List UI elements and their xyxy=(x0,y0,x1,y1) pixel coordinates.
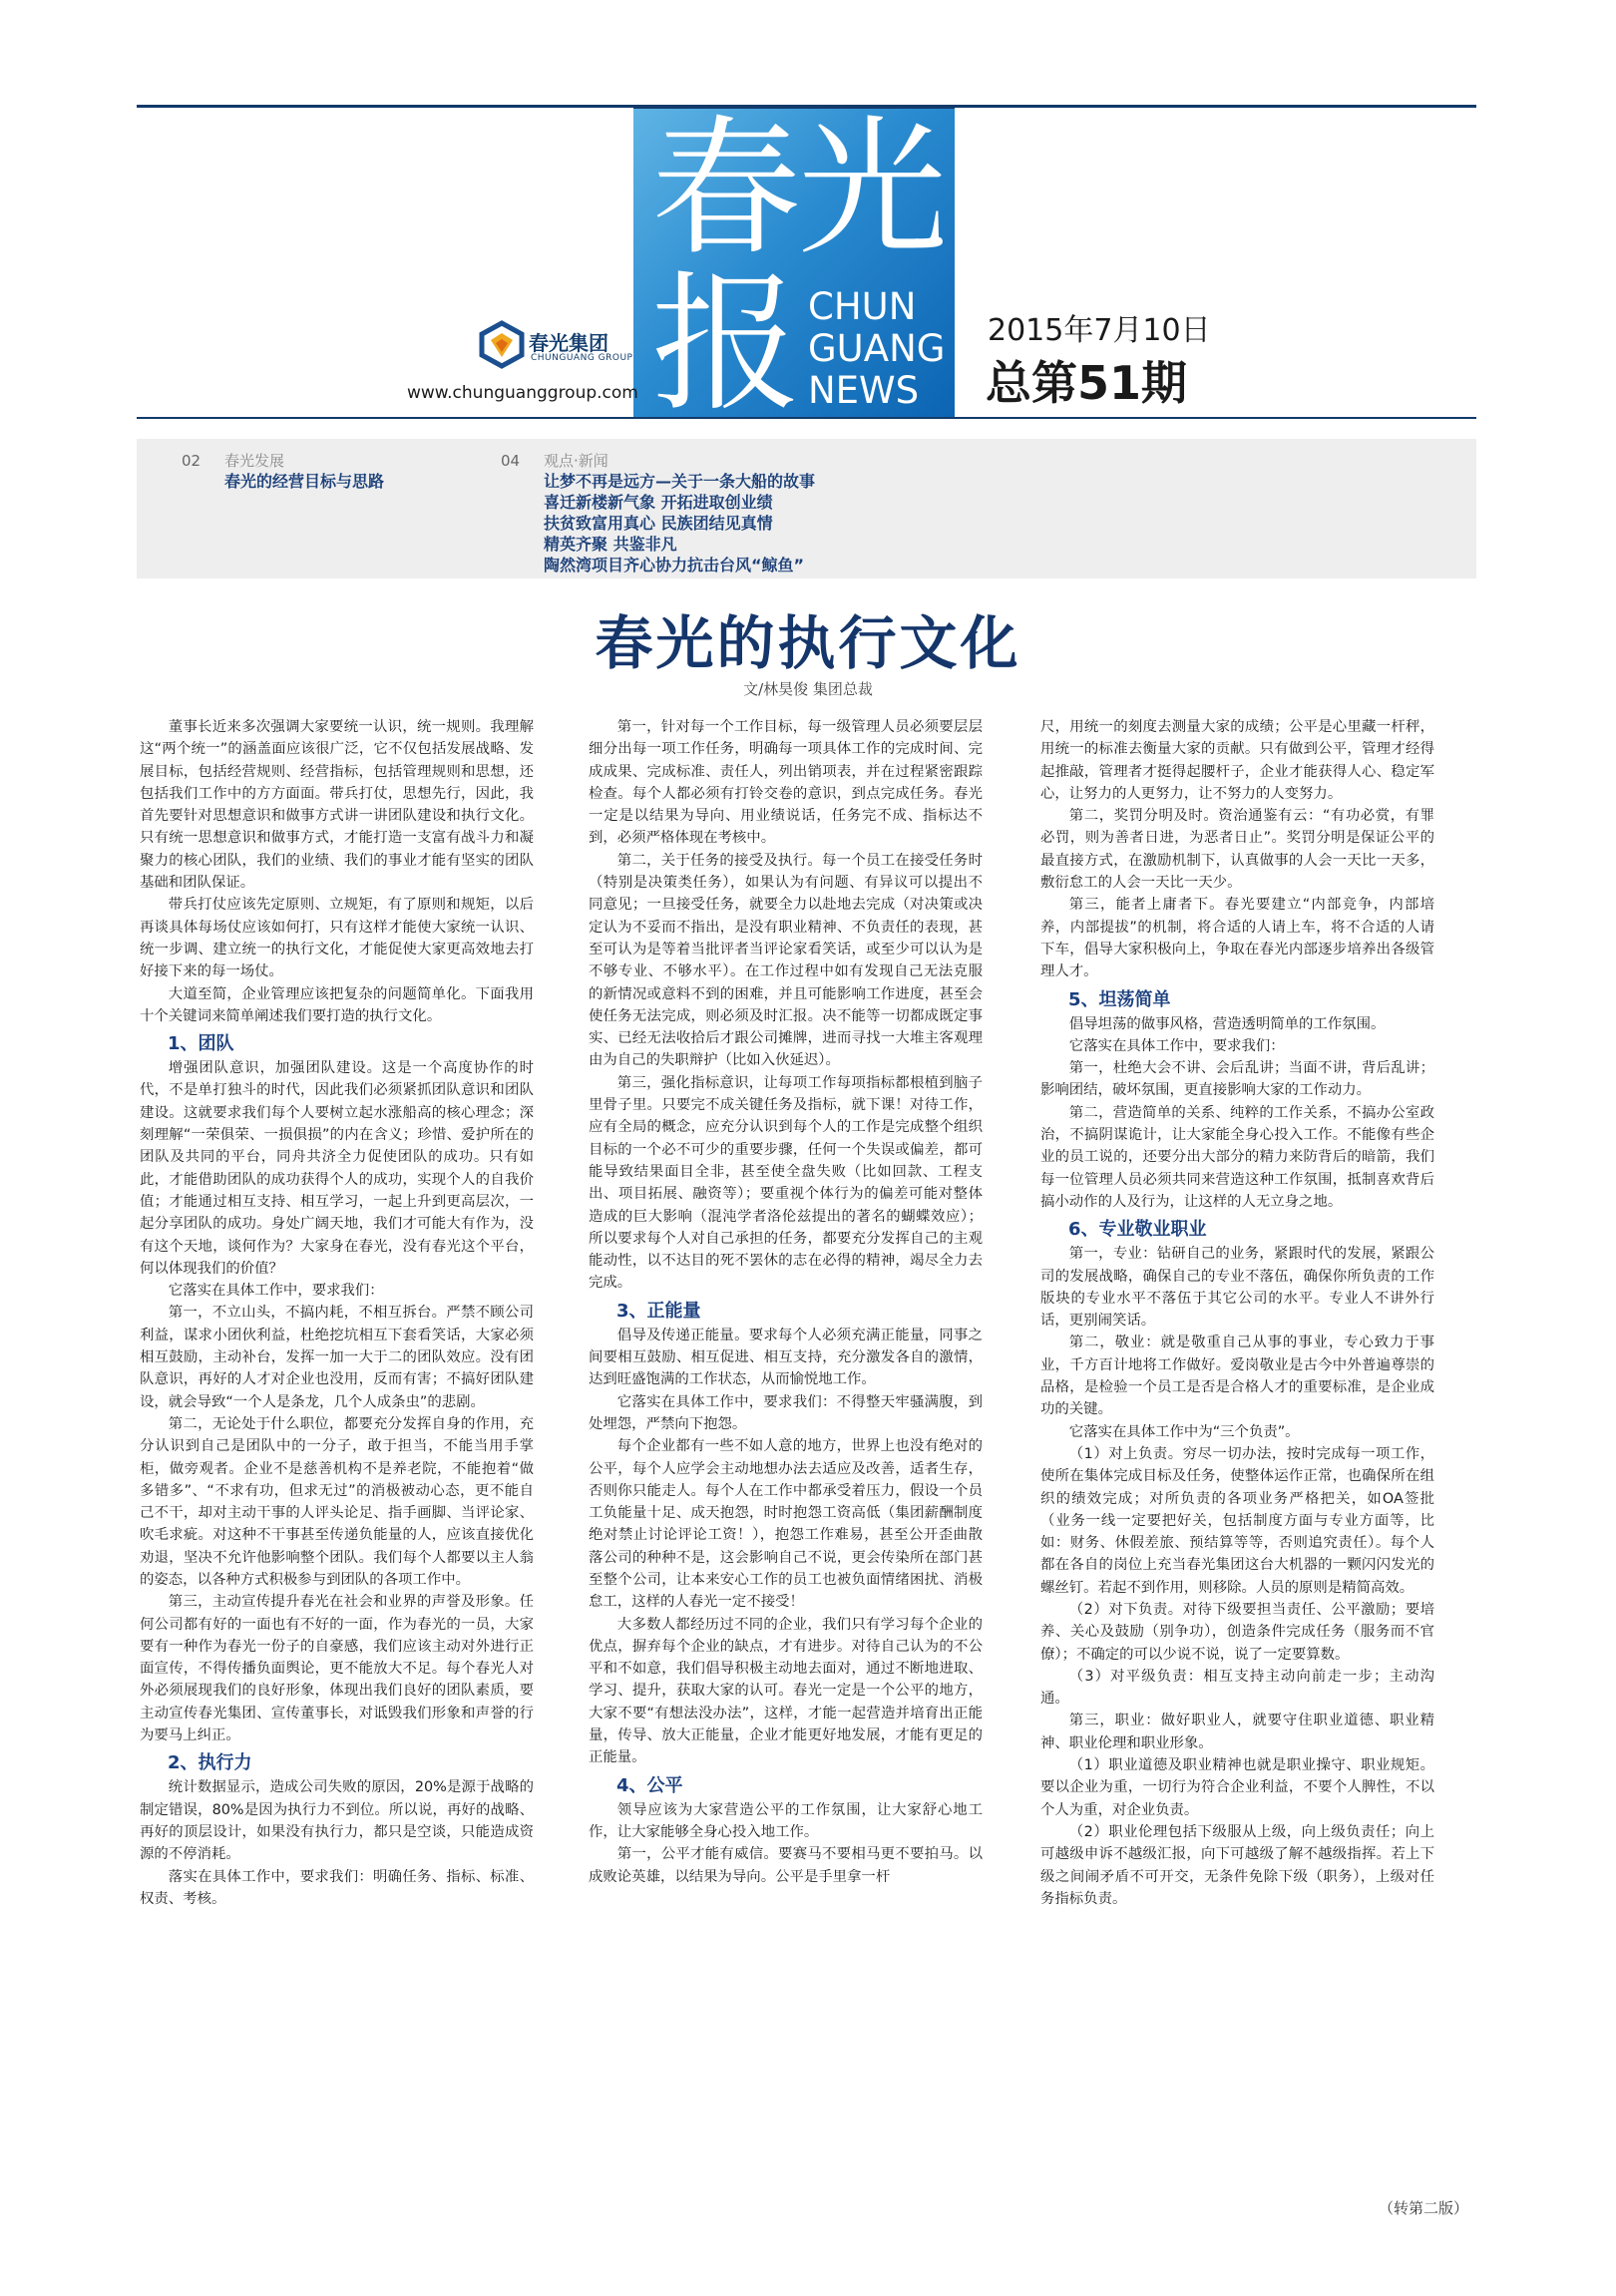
paragraph: 它落实在具体工作中为“三个负责”。 xyxy=(1068,1423,1300,1440)
issue-number: 总第51期 xyxy=(986,356,1188,410)
paragraph: 第二，奖罚分明及时。资治通鉴有云：“有功必赏，有罪必罚，则为善者日进，为恶者日止”。奖罚分明是保证公平的最直接方式，在激励机制下，认真做事的人会一天比一天多，敷衍怠工的人会一天比一天少。 xyxy=(1040,808,1434,892)
issue-date: 2015年7月10日 xyxy=(988,313,1211,348)
toc-item-new-building[interactable]: 喜迁新楼新气象 开拓进取创业绩 xyxy=(544,493,773,512)
paragraph: （3）对平级负责：相互支持主动向前走一步；主动沟通。 xyxy=(1040,1668,1434,1708)
paragraph: 大道至简，企业管理应该把复杂的问题简单化。下面我用十个关键词来简单阐述我们要打造的执行文化。 xyxy=(140,985,534,1024)
section-heading-fairness: 4、公平 xyxy=(616,1774,683,1796)
paragraph: 第一，针对每一个工作目标，每一级管理人员必须要层层细分出每一项工作任务，明确每一项具体工作的完成时间、完成成果、完成标准、责任人，列出销项表，并在过程紧密跟踪检查。每个人都必须有打铃交卷的意识，到点完成任务。春光一定是以结果为导向、用业绩说话，任务完不成、指标达不到，必须严格体现在考核中。 xyxy=(589,719,983,847)
paragraph: 第二，无论处于什么职位，都要充分发挥自身的作用，充分认识到自己是团队中的一分子，敢于担当，不能当用手掌柜，做旁观者。企业不是慈善机构不是养老院，不能抱着“做多错多”、“不求有功，但求无过”的消极被动心态，更不能自己不干，却对主动干事的人评头论足、指手画脚、当评论家、吹毛求疵。对这种不干事甚至传递负能量的人，应该直接优化劝退，坚决不允许他影响整个团队。我们每个人都要以主人翁的姿态，以各种方式积极参与到团队的各项工作中。 xyxy=(140,1415,534,1588)
paragraph: （2）对下负责。对待下级要担当责任、公平激励；要培养、关心及鼓励（别争功），创造条件完成任务（服务而不官僚）；不确定的可以少说不说，说了一定要算数。 xyxy=(1040,1601,1434,1663)
toc-item-big-ship-story[interactable]: 让梦不再是远方—关于一条大船的故事 xyxy=(544,472,816,491)
paragraph: 第三，能者上庸者下。春光要建立“内部竞争，内部培养，内部提拔”的机制，将合适的人请上车，将不合适的人请下车，倡导大家积极向上，争取在春光内部逐步培养出各级管理人才。 xyxy=(1040,897,1434,980)
section-heading-professionalism: 6、专业敬业职业 xyxy=(1068,1219,1207,1241)
paragraph: 大多数人都经历过不同的企业，我们只有学习每个企业的优点，摒弃每个企业的缺点，才有进步。对待自己认为的不公平和不如意，我们倡导积极主动地去面对，通过不断地进取、学习、提升，获取大家的认可。春光一定是一个公平的地方，大家不要“有想法没办法”，这样，才能一起营造并培育出正能量，传导、放大正能量，企业才能更好地发展，才能有更足的正能量。 xyxy=(589,1616,983,1766)
masthead-en-guang: GUANG xyxy=(808,327,946,370)
paragraph: 第二，关于任务的接受及执行。每一个员工在接受任务时（特别是决策类任务），如果认为有问题、有异议可以提出不同意见；一旦接受任务，就要全力以赴地去完成（对决策或决定认为不妥而不指出，是没有职业精神、不负责任的表现，甚至可认为是等着当批评者当评论家看笑话，或至少可以认为是不够专业、不够水平）。在工作过程中如有发现自己无法克服的新情况或意料不到的困难，并且可能影响工作进度，甚至会使任务无法完成，则必须及时汇报。决不能等一切都成既定事实、已经无法收拾后才跟公司摊牌，进而寻找一大堆主客观理由为自己的失职辩护（比如入伙延迟）。 xyxy=(589,852,983,1069)
paragraph: 倡导坦荡的做事风格，营造透明简单的工作氛围。 xyxy=(1068,1015,1386,1032)
section-heading-team: 1、团队 xyxy=(168,1033,234,1055)
website-link[interactable]: www.chunguanggroup.com xyxy=(407,383,638,403)
paragraph: 它落实在具体工作中，要求我们：不得整天牢骚满腹，到处埋怨，严禁向下抱怨。 xyxy=(589,1393,983,1432)
company-name-en: CHUNGUANG GROUP xyxy=(531,353,633,363)
masthead-char-bao: 报 xyxy=(651,258,802,432)
table-of-contents xyxy=(137,439,1476,578)
paragraph: （1）职业道德及职业精神也就是职业操守、职业规矩。要以企业为重，一切行为符合企业利益，不要个人脾性，不以个人为重，对企业负责。 xyxy=(1040,1757,1434,1818)
toc-item-business-goals[interactable]: 春光的经营目标与思路 xyxy=(224,472,385,491)
article-byline: 文/林昊俊 集团总裁 xyxy=(743,680,873,698)
paragraph: 每个企业都有一些不如人意的地方，世界上也没有绝对的公平，每个人应学会主动地想办法去适应及改善，适者生存，否则你只能走人。每个人在工作中都承受着压力，假设一个员工负能量十足、成天抱怨，时时抱怨工资高低（集团薪酬制度绝对禁止讨论评论工资！），抱怨工作难易，甚至公开歪曲散落公司的种种不是，这会影响自己不说，更会传染所在部门甚至整个公司，让本来安心工作的员工也被负面情绪困扰、消极怠工，这样的人春光一定不接受！ xyxy=(589,1438,983,1611)
top-rule-right xyxy=(955,105,1476,108)
article-column-2 xyxy=(589,716,983,1888)
paragraph: 第一，公平才能有威信。要赛马不要相马更不要拍马。以成败论英雄，以结果为导向。公平是手里拿一杆 xyxy=(589,1846,983,1885)
paragraph: 第三，强化指标意识，让每项工作每项指标都根植到脑子里骨子里。只要完不成关键任务及指标，就下课！对待工作，应有全局的概念，应充分认识到每个人的工作是完成整个组织目标的一个必不可少的重要步骤，任何一个失误或偏差，都可能导致结果面目全非，甚至使全盘失败（比如回款、工程支出、项目拓展、融资等）；要重视个体行为的偏差可能对整体造成的巨大影响（混沌学者洛伦兹提出的著名的蝴蝶效应）；所以要求每个人对自己承担的任务，都要充分发挥自己的主观能动性，以不达目的死不罢休的志在必得的精神，竭尽全力去完成。 xyxy=(589,1074,983,1292)
paragraph: 董事长近来多次强调大家要统一认识，统一规则。我理解这“两个统一”的涵盖面应该很广泛，它不仅包括发展战略、发展目标，包括经营规则、经营指标，包括管理规则和思想，还包括我们工作中的方方面面。带兵打仗，思想先行，因此，我首先要针对思想意识和做事方式讲一讲团队建设和执行文化。只有统一思想意识和做事方式，才能打造一支富有战斗力和凝聚力的核心团队，我们的业绩、我们的事业才能有坚实的团队基础和团队保证。 xyxy=(140,719,534,892)
paragraph: 领导应该为大家营造公平的工作氛围，让大家舒心地工作，让大家能够全身心投入地工作。 xyxy=(589,1801,983,1840)
toc-page-02: 02 xyxy=(182,452,202,470)
paragraph: 第二，敬业：就是敬重自己从事的事业，专心致力于事业，千方百计地将工作做好。爱岗敬业是古今中外普遍尊崇的品格，是检验一个员工是否是合格人才的重要标准，是企业成功的关键。 xyxy=(1040,1335,1434,1418)
paragraph: 带兵打仗应该先定原则、立规矩，有了原则和规矩，以后再谈具体每场仗应该如何打，只有这样才能使大家统一认识、统一步调、建立统一的执行文化，才能促使大家更高效地去打好接下来的每一场仗。 xyxy=(140,897,534,980)
toc-page-04: 04 xyxy=(501,452,521,470)
section-heading-openness: 5、坦荡简单 xyxy=(1068,988,1171,1010)
header-bottom-rule xyxy=(137,417,1476,419)
company-logo-icon xyxy=(477,319,527,369)
toc-item-elite-gathering[interactable]: 精英齐聚 共鉴非凡 xyxy=(544,535,677,554)
paragraph: 倡导及传递正能量。要求每个人必须充满正能量，同事之间要相互鼓励、相互促进、相互支持，充分激发各自的激情，达到旺盛饱满的工作状态，从而愉悦地工作。 xyxy=(589,1327,983,1388)
toc-item-typhoon-project[interactable]: 陶然湾项目齐心协力抗击台风“鲸鱼” xyxy=(544,556,805,574)
article-title: 春光的执行文化 xyxy=(595,609,1021,677)
paragraph: 增强团队意识，加强团队建设。这是一个高度协作的时代，不是单打独斗的时代，因此我们必须紧抓团队意识和团队建设。这就要求我们每个人要树立起水涨船高的核心理念；深刻理解“一荣俱荣、一损俱损”的内在含义；珍惜、爱护所在的团队及共同的平台，同舟共济全力促使团队的成功。只有如此，才能借助团队的成功获得个人的成功，实现个人的自我价值；才能通过相互支持、相互学习，一起上升到更高层次，一起分享团队的成功。身处广阔天地，我们才可能大有作为，没有这个天地，谈何作为？大家身在春光，没有春光这个平台，何以体现我们的价值？ xyxy=(140,1060,534,1277)
toc-section-opinion-news: 观点·新闻 xyxy=(544,452,608,470)
article-column-1 xyxy=(140,716,534,1910)
section-heading-execution: 2、执行力 xyxy=(168,1752,252,1774)
toc-section-development: 春光发展 xyxy=(224,452,285,470)
paragraph: （1）对上负责。穷尽一切办法，按时完成每一项工作，使所在集体完成目标及任务，使整体运作正常，也确保所在组织的绩效完成；对所负责的各项业务严格把关，如OA签批（业务一线一定要把好关，包括制度方面与专业方面等，比如：财务、休假差旅、预结算等等，否则追究责任）。每个人都在各自的岗位上充当春光集团这台大机器的一颗闪闪发光的螺丝钉。若起不到作用，则移除。人员的原则是精简高效。 xyxy=(1040,1445,1434,1596)
masthead-char-guang: 光 xyxy=(798,103,949,276)
paragraph: 第三，主动宣传提升春光在社会和业界的声誉及形象。任何公司都有好的一面也有不好的一面，作为春光的一员，大家要有一种作为春光一份子的自豪感，我们应该主动对外进行正面宣传，不得传播负面舆论，更不能放大不足。每个春光人对外必须展现我们的良好形象，体现出我们良好的团队素质，要主动宣传春光集团、宣传董事长，对诋毁我们形象和声誉的行为要马上纠正。 xyxy=(140,1594,534,1744)
paragraph: 第一，杜绝大会不讲、会后乱讲；当面不讲，背后乱讲；影响团结，破坏氛围，更直接影响大家的工作动力。 xyxy=(1040,1060,1434,1099)
company-name: 春光集团 xyxy=(529,331,608,355)
masthead-char-chun: 春 xyxy=(651,103,802,276)
section-heading-positive-energy: 3、正能量 xyxy=(616,1300,701,1322)
paragraph: 它落实在具体工作中，要求我们： xyxy=(1068,1037,1285,1054)
paragraph: 第一，专业：钻研自己的业务，紧跟时代的发展，紧跟公司的发展战略，确保自己的专业不落伍，确保你所负责的工作版块的专业水平不落伍于其它公司的水平。专业人不讲外行话，更别闹笑话。 xyxy=(1040,1246,1434,1330)
paragraph: 第一，不立山头，不搞内耗，不相互拆台。严禁不顾公司利益，谋求小团伙利益，杜绝挖坑相互下套看笑话，大家必须相互鼓励，主动补台，发挥一加一大于二的团队效应。没有团队意识，再好的人才对企业也没用，反而有害；不搞好团队建设，就会导致“一个人是条龙，几个人成条虫”的悲剧。 xyxy=(140,1305,534,1410)
masthead-block xyxy=(633,103,955,432)
paragraph: 统计数据显示，造成公司失败的原因，20%是源于战略的制定错误，80%是因为执行力不到位。所以说，再好的战略、再好的顶层设计，如果没有执行力，都只是空谈，只能造成资源的不停消耗。 xyxy=(140,1779,534,1863)
masthead-en-news: NEWS xyxy=(808,369,920,412)
paragraph: 第二，营造简单的关系、纯粹的工作关系，不搞办公室政治，不搞阴谋诡计，让大家能全身心投入工作。不能像有些企业的员工说的，还要分出大部分的精力来防背后的暗箭，我们每一位管理人员必须共同来营造这种工作氛围，抵制喜欢背后搞小动作的人及行为，让这样的人无立身之地。 xyxy=(1040,1104,1434,1210)
paragraph: 第三，职业：做好职业人，就要守住职业道德、职业精神、职业伦理和职业形象。 xyxy=(1040,1713,1434,1751)
paragraph: 尺，用统一的刻度去测量大家的成绩；公平是心里藏一杆秤，用统一的标准去衡量大家的贡献。只有做到公平，管理才经得起推敲，管理者才挺得起腰杆子，企业才能获得人心、稳定军心，让努力的人更努力，让不努力的人变努力。 xyxy=(1040,719,1434,802)
masthead-en-chun: CHUN xyxy=(808,285,917,328)
continued-on-page-2: （转第二版） xyxy=(1378,2199,1468,2217)
paragraph: （2）职业伦理包括下级服从上级，向上级负责任；向上可越级申诉不越级汇报，向下可越级了解不越级指挥。若上下级之间闹矛盾不可开交，无条件免除下级（职务），上级对任务指标负责。 xyxy=(1040,1823,1434,1907)
toc-item-poverty-relief[interactable]: 扶贫致富用真心 民族团结见真情 xyxy=(544,514,773,533)
paragraph: 落实在具体工作中，要求我们：明确任务、指标、标准、权责、考核。 xyxy=(140,1868,534,1907)
article-column-3 xyxy=(1040,716,1434,1910)
paragraph: 它落实在具体工作中，要求我们： xyxy=(168,1283,384,1300)
top-rule-left xyxy=(137,105,633,108)
